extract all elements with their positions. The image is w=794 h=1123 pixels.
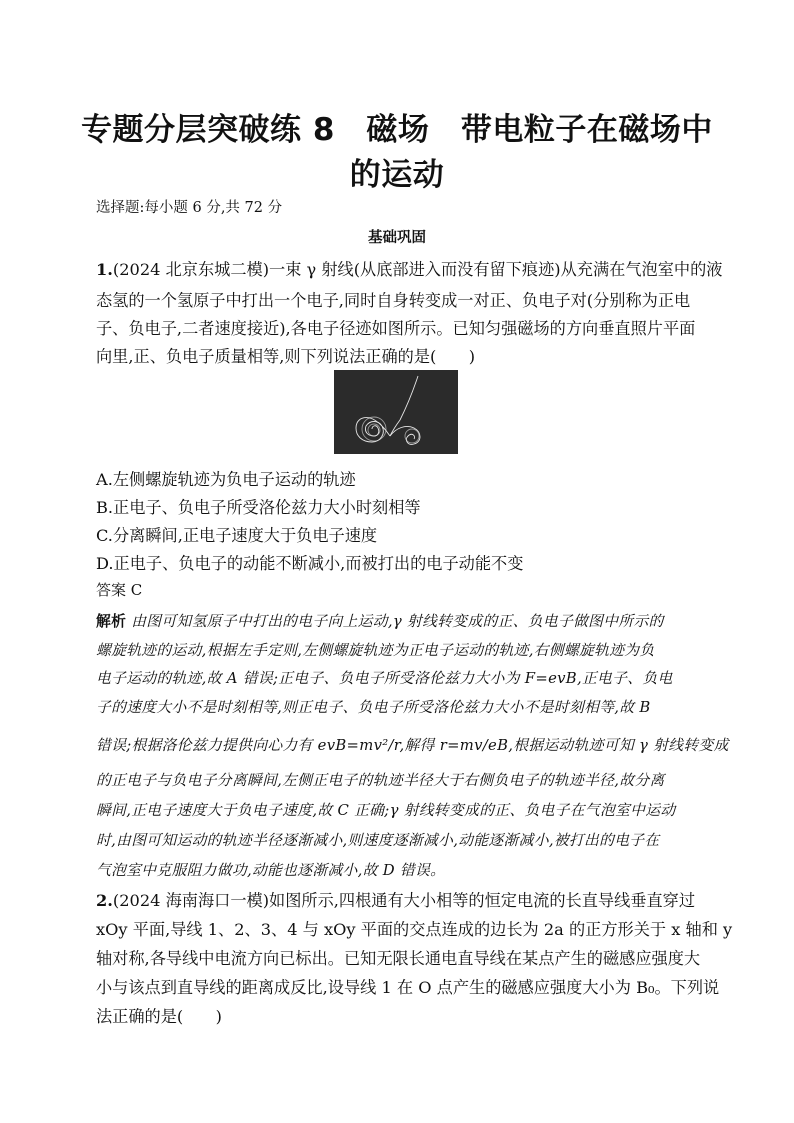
q2-line-4: 小与该点到直导线的距离成反比,设导线 1 在 O 点产生的磁感应强度大小为 B₀。下列说 <box>96 978 720 997</box>
q1-explanation-line-3: 电子运动的轨迹,故 A 错误;正电子、负电子所受洛伦兹力大小为 F=evB,正电子、负电 <box>96 670 673 687</box>
q1-explanation-line-7: 瞬间,正电子速度大于负电子速度,故 C 正确;γ 射线转变成的正、负电子在气泡室中运动 <box>96 802 676 819</box>
section-heading: 基础巩固 <box>368 229 426 246</box>
q1-option-b: B.正电子、负电子所受洛伦兹力大小时刻相等 <box>96 498 421 517</box>
q1-explanation-line-2: 螺旋轨迹的运动,根据左手定则,左侧螺旋轨迹为正电子运动的轨迹,右侧螺旋轨迹为负 <box>96 642 655 659</box>
q1-line-2: 态氢的一个氢原子中打出一个电子,同时自身转变成一对正、负电子对(分别称为正电 <box>96 291 691 310</box>
page-title-line-1: 专题分层突破练 8 磁场 带电粒子在磁场中 <box>81 112 713 148</box>
bubble-chamber-photo <box>334 370 458 454</box>
q1-option-d: D.正电子、负电子的动能不断减小,而被打出的电子动能不变 <box>96 554 524 573</box>
q1-option-c: C.分离瞬间,正电子速度大于负电子速度 <box>96 526 378 545</box>
q2-line-5: 法正确的是( ) <box>96 1007 222 1026</box>
q1-option-a: A.左侧螺旋轨迹为负电子运动的轨迹 <box>96 470 356 489</box>
q1-number: 1. <box>96 260 113 279</box>
q1-explanation-line-6: 的正电子与负电子分离瞬间,左侧正电子的轨迹半径大于右侧负电子的轨迹半径,故分离 <box>96 772 665 789</box>
scoring-note: 选择题:每小题 6 分,共 72 分 <box>96 200 283 216</box>
q1-line-3: 子、负电子,二者速度接近),各电子径迹如图所示。已知匀强磁场的方向垂直照片平面 <box>96 319 696 338</box>
q1-line-4: 向里,正、负电子质量相等,则下列说法正确的是( ) <box>96 347 476 366</box>
page-title-line-2: 的运动 <box>349 157 445 193</box>
q1-explanation-line-5: 错误;根据洛伦兹力提供向心力有 evB=mv²/r,解得 r=mv/eB,根据运动轨迹可知 γ 射线转变成 <box>96 737 729 754</box>
q1-line-1: 1.(2024 北京东城二模)一束 γ 射线(从底部进入而没有留下痕迹)从充满在气泡室中的液 <box>96 260 723 279</box>
q2-line-1: 2.(2024 海南海口一模)如图所示,四根通有大小相等的恒定电流的长直导线垂直穿过 <box>96 891 696 910</box>
q1-explanation-line-8: 时,由图可知运动的轨迹半径逐渐减小,则速度逐渐减小,动能逐渐减小,被打出的电子在 <box>96 832 660 849</box>
q2-number: 2. <box>96 891 113 910</box>
explanation-label: 解析 <box>96 613 127 630</box>
q2-line-2: xOy 平面,导线 1、2、3、4 与 xOy 平面的交点连成的边长为 2a 的正方形关于 x 轴和 y <box>96 920 733 939</box>
q1-explanation-line-9: 气泡室中克服阻力做功,动能也逐渐减小,故 D 错误。 <box>96 862 446 879</box>
q2-line-3: 轴对称,各导线中电流方向已标出。已知无限长通电直导线在某点产生的磁感应强度大 <box>96 949 701 968</box>
q1-explanation-line-1: 解析 由图可知氢原子中打出的电子向上运动,γ 射线转变成的正、负电子做图中所示的 <box>96 613 664 630</box>
q1-answer: 答案 C <box>96 581 143 599</box>
q1-explanation-line-4: 子的速度大小不是时刻相等,则正电子、负电子所受洛伦兹力大小不是时刻相等,故 B <box>96 699 651 716</box>
